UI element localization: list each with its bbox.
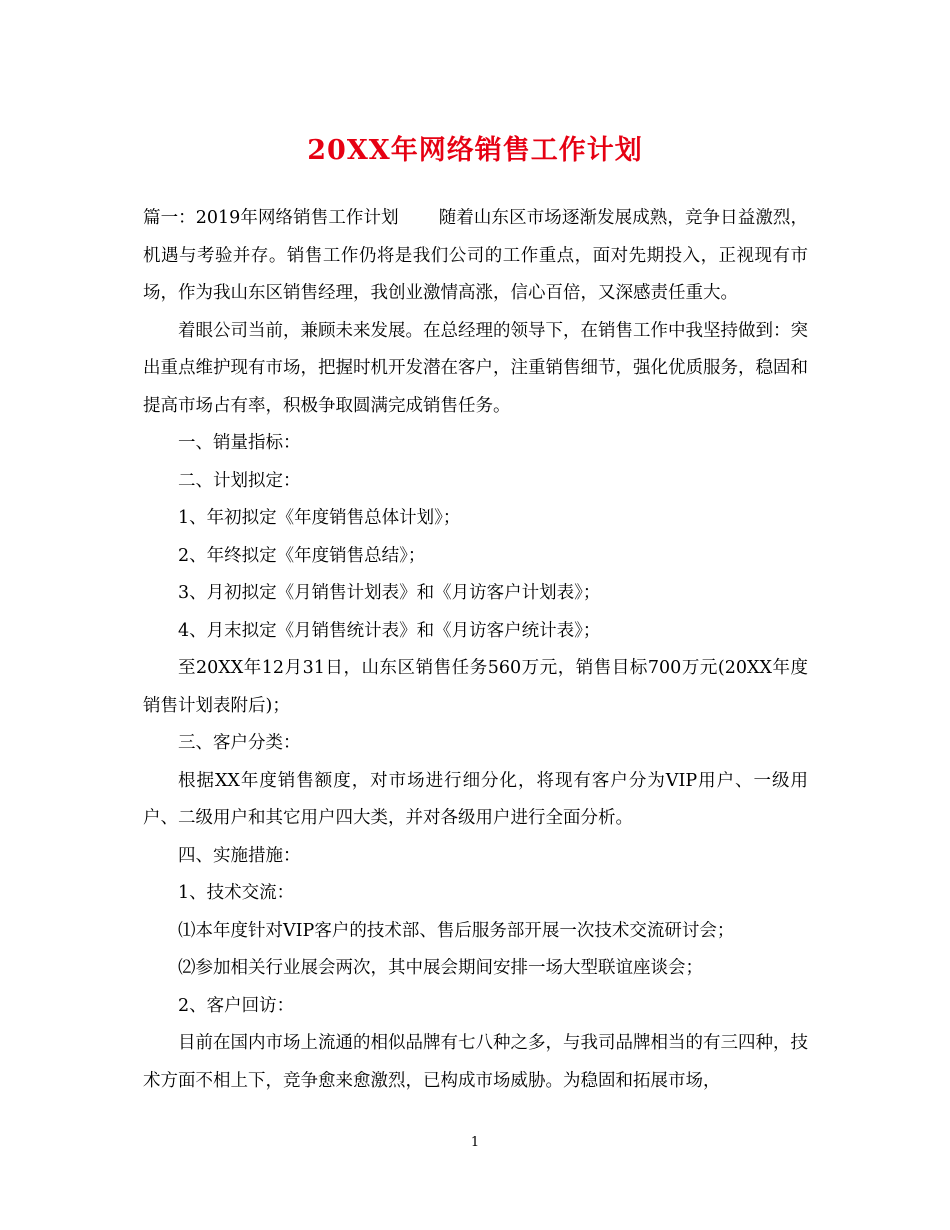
intro-rest: 随着山东区市场逐渐发展成熟，竞争日益激烈，机遇与考验并存。销售工作仍将是我们公司的工作重点，面对先期投入，正视现有市场，作为我山东区销售经理，我创业激情高涨，信心百倍，又深感责任重大。 [143,208,808,303]
page-number: 1 [470,1135,480,1150]
section-heading: 四、实施措施： [178,845,301,866]
list-item: ⑵参加相关行业展会两次，其中展会期间安排一场大型联谊座谈会； [178,958,703,978]
document-body [143,200,808,1100]
list-item: 3、月初拟定《月销售计划表》和《月访客户计划表》； [178,583,601,603]
subsection-heading: 2、客户回访： [178,995,295,1016]
intro-paragraph [143,200,808,313]
section-heading: 三、客户分类： [178,733,301,753]
paragraph: 至20XX年12月31日，山东区销售任务560万元，销售目标700万元(20XX年度销售计划表附后)； [143,658,808,716]
intro-lead: 篇一：2019年网络销售工作计划 [143,208,399,228]
paragraph: 根据XX年度销售额度，对市场进行细分化，将现有客户分为VIP用户、一级用户、二级用户和其它用户四大类，并对各级用户进行全面分析。 [143,770,808,828]
paragraph: 着眼公司当前，兼顾未来发展。在总经理的领导下，在销售工作中我坚持做到：突出重点维护现有市场，把握时机开发潜在客户，注重销售细节，强化优质服务，稳固和提高市场占有率，积极争取圆满完成销售任务。 [143,320,808,416]
section-heading: 二、计划拟定： [178,470,301,491]
paragraph: 目前在国内市场上流通的相似品牌有七八种之多，与我司品牌相当的有三四种，技术方面不相上下，竞争愈来愈激烈，已构成市场威胁。为稳固和拓展市场， [143,1033,808,1091]
list-item: 2、年终拟定《年度销售总结》； [178,545,426,566]
list-item: ⑴本年度针对VIP客户的技术部、售后服务部开展一次技术交流研讨会； [178,920,735,941]
subsection-heading: 1、技术交流： [178,883,295,903]
section-heading: 一、销量指标： [178,433,301,453]
page-title: 20XX年网络销售工作计划 [307,135,643,166]
list-item: 1、年初拟定《年度销售总体计划》； [178,508,461,528]
list-item: 4、月末拟定《月销售统计表》和《月访客户统计表》； [178,620,601,641]
